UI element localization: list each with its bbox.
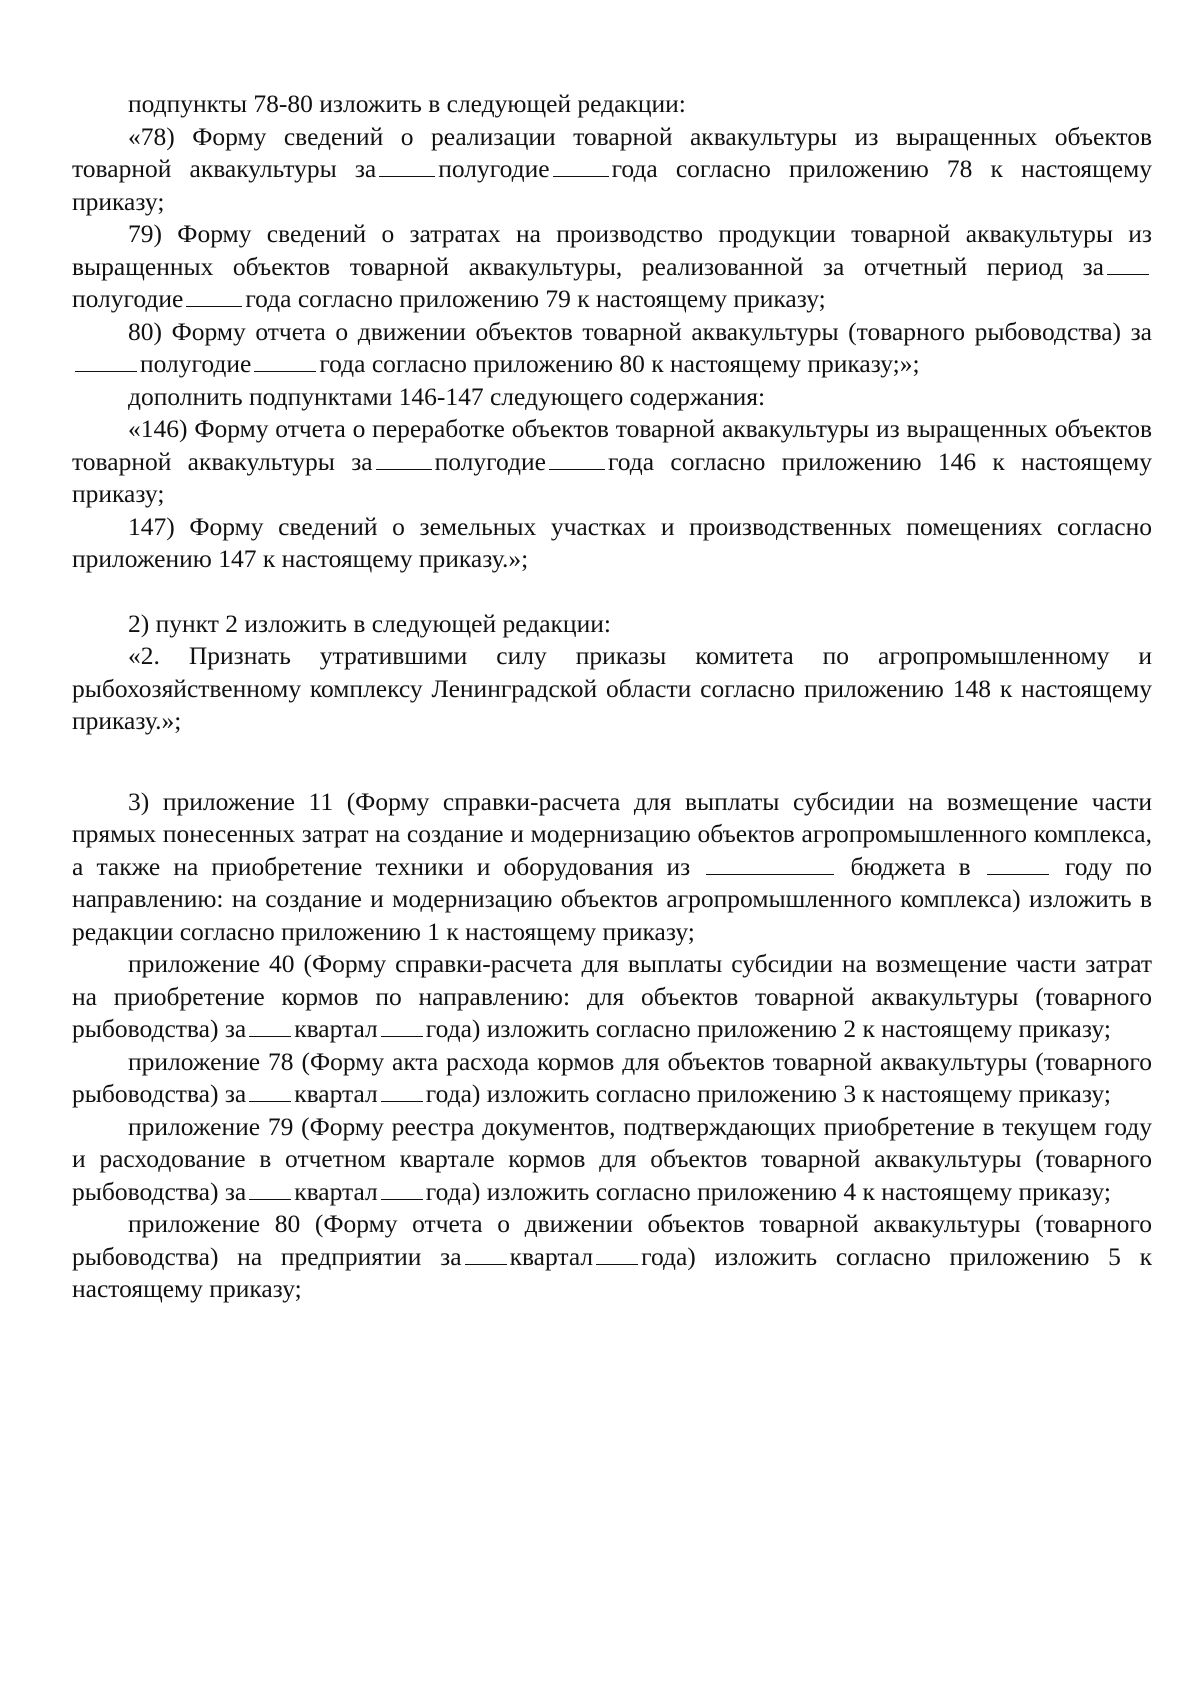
text: подпункты 78-80 изложить в следующей редакции:: [128, 89, 686, 118]
text: 147) Форму сведений о земельных участках и производственных помещениях согласно приложению 147 к настоящему приказу.»;: [72, 511, 1152, 573]
paragraph-supplement: [72, 381, 1152, 414]
paragraph-intro-subitems: [72, 88, 1152, 121]
text: приложение 79 (Форму реестра документов, подтверждающих приобретение в текущем году и расходование в отчетном квартале кормов для объектов товарной аквакультуры (товарного рыбоводства) за: [72, 1111, 1152, 1206]
text: 79) Форму сведений о затратах на производство продукции товарной аквакультуры из выращенных объектов товарной аквакультуры, реализованной за отчетный период за: [72, 219, 1152, 281]
blank-line: [379, 154, 435, 177]
blank-line: [249, 1014, 291, 1037]
text: квартал: [294, 1014, 378, 1043]
text: приложение 80 (Форму отчета о движении объектов товарной аквакультуры (товарного рыбоводства) на предприятии за: [72, 1209, 1152, 1271]
text: приложение 78 (Форму акта расхода кормов для объектов товарной аквакультуры (товарного рыбоводства) за: [72, 1046, 1152, 1108]
blank-line: [254, 349, 316, 372]
paragraph-appendix-78: [72, 1046, 1152, 1111]
text: года согласно приложению 80 к настоящему приказу;»;: [319, 349, 920, 378]
paragraph-point-2: [72, 608, 1152, 641]
blank-line: [249, 1177, 291, 1200]
blank-line: [249, 1079, 291, 1102]
text: квартал: [509, 1241, 594, 1271]
text: года) изложить согласно приложению 4 к настоящему приказу;: [425, 1176, 1111, 1206]
text: «78) Форму сведений о реализации товарной аквакультуры из выращенных объектов товарной аквакультуры за: [72, 121, 1152, 183]
blank-line: [596, 1242, 638, 1265]
paragraph-item-79: [72, 218, 1152, 316]
text: года согласно приложению 79 к настоящему приказу;: [245, 284, 826, 313]
blank-line: [549, 447, 605, 470]
blank-line: [381, 1177, 423, 1200]
text: году по направлению: на создание и модернизацию объектов агропромышленного комплекса) изложить в редакции согласно приложению 1 к настоящему приказу;: [72, 851, 1153, 946]
paragraph-item-80: [72, 316, 1152, 381]
blank-line: [381, 1079, 423, 1102]
text: полугодие: [434, 446, 546, 476]
paragraph-item-146: [72, 413, 1152, 511]
text: квартал: [294, 1176, 378, 1206]
text: бюджета в: [850, 851, 971, 881]
text: полугодие: [140, 349, 252, 378]
text: «146) Форму отчета о переработке объектов товарной аквакультуры из выращенных объектов товарной аквакультуры за: [72, 414, 1152, 476]
blank-line: [381, 1014, 423, 1037]
text: приложение 40 (Форму справки-расчета для выплаты субсидии на возмещение части затрат на приобретение кормов по направлению: для объектов товарной аквакультуры (товарного рыбоводства) за: [72, 949, 1152, 1043]
paragraph-item-78: [72, 121, 1152, 219]
text: 2) пункт 2 изложить в следующей редакции:: [128, 608, 611, 638]
blank-line: [376, 447, 432, 470]
blank-line: [186, 284, 242, 307]
blank-line: [553, 154, 609, 177]
text: полугодие: [72, 284, 184, 313]
blank-line: [706, 852, 834, 875]
text: 80) Форму отчета о движении объектов товарной аквакультуры (товарного рыбоводства) за: [128, 316, 1152, 346]
paragraph-appendix-80: [72, 1208, 1152, 1306]
blank-line: [1107, 252, 1149, 275]
text: года согласно приложению 78 к настоящему приказу;: [72, 154, 1152, 216]
document-page: [72, 88, 1152, 1306]
text: года) изложить согласно приложению 5 к настоящему приказу;: [72, 1241, 1152, 1303]
text: 3) приложение 11 (Форму справки-расчета для выплаты субсидии на возмещение части прямых понесенных затрат на создание и модернизацию объектов агропромышленного комплекса, а также на приобретение техники и оборудования из: [72, 786, 1152, 881]
text: года согласно приложению 146 к настоящему приказу;: [72, 446, 1153, 508]
blank-line: [75, 349, 137, 372]
text: года) изложить согласно приложению 3 к настоящему приказу;: [425, 1079, 1111, 1108]
paragraph-appendix-40: [72, 948, 1152, 1046]
paragraph-appendix-79: [72, 1111, 1152, 1209]
text: полугодие: [438, 154, 550, 183]
paragraph-item-147: [72, 511, 1152, 576]
blank-line: [987, 852, 1049, 875]
text: квартал: [294, 1079, 378, 1108]
paragraph-appendix-11: [72, 786, 1152, 949]
blank-line: [465, 1242, 507, 1265]
text: года) изложить согласно приложению 2 к настоящему приказу;: [425, 1014, 1111, 1043]
paragraph-point-2-text: [72, 640, 1152, 738]
text: «2. Признать утратившими силу приказы комитета по агропромышленному и рыбохозяйственному комплексу Ленинградской области согласно приложению 148 к настоящему приказу.»;: [72, 641, 1152, 735]
text: дополнить подпунктами 146-147 следующего содержания:: [128, 381, 766, 411]
